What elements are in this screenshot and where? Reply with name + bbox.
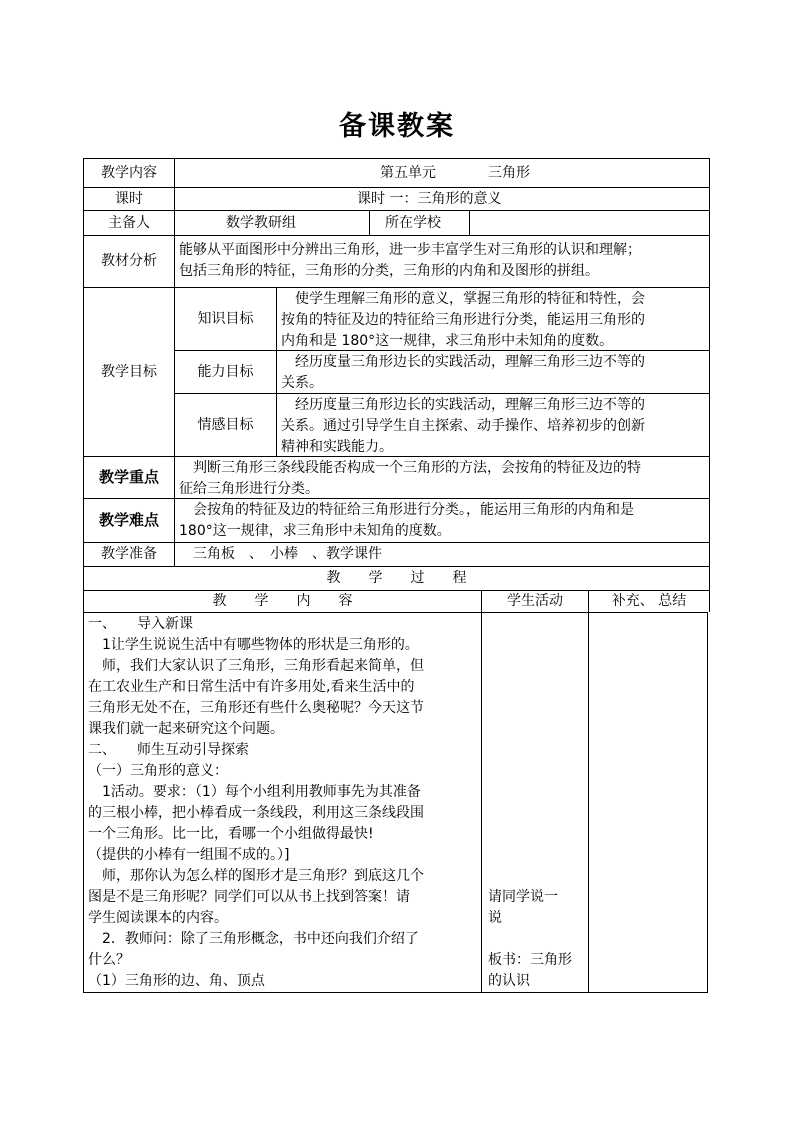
analysis-label: 教材分析 [101, 253, 157, 269]
difficult-point-text: 会按角的特征及边的特征给三角形进行分类。，能运用三角形的内角和是 180°这一规律，求三角形中未知角的度数。 [179, 502, 634, 539]
list-item: （一）三角形的意义： [88, 763, 228, 779]
process-heading: 教 学 过 程 [326, 570, 467, 586]
column-student-header: 学生活动 [507, 593, 563, 609]
list-item: 的认识 [488, 973, 530, 989]
teaching-content [88, 614, 480, 992]
preparer-value: 数学教研组 [226, 215, 296, 231]
list-item: 2．教师问：除了三角形概念，书中还向我们介绍了 [88, 931, 419, 947]
ability-goal-text: 经历度量三角形边长的实践活动，理解三角形三边不等的 关系。 [281, 354, 645, 391]
page-title: 备课教案 [339, 111, 455, 142]
student-activity [488, 887, 586, 992]
content-value: 三角形 [488, 165, 530, 181]
key-point-text: 判断三角形三条线段能否构成一个三角形的方法，会按角的特征及边的特 征给三角形进行分类。 [179, 460, 641, 497]
emotion-goal-text: 经历度量三角形边长的实践活动，理解三角形三边不等的 关系。通过引导学生自主探索、动手操作、培养初步的创新 精神和实践能力。 [281, 397, 645, 455]
period-value: 课时 一：三角形的意义 [357, 191, 502, 207]
list-item: 课我们就一起来研究这个问题。 [88, 721, 284, 737]
preparation-label: 教学准备 [101, 546, 157, 562]
list-item: 1活动。要求：（1）每个小组利用教师事先为其准备 [88, 784, 421, 800]
key-point-label: 教学重点 [98, 468, 159, 486]
emotion-goal-label: 情感目标 [197, 417, 254, 433]
difficult-point-label: 教学难点 [98, 511, 159, 529]
list-item: （提供的小棒有一组围不成的。）] [88, 847, 290, 863]
list-item: 师，我们大家认识了三角形，三角形看起来简单，但 [88, 658, 424, 674]
list-item: 师，那你认为怎么样的图形才是三角形？到底这几个 [88, 868, 424, 884]
knowledge-goal-label: 知识目标 [197, 311, 254, 327]
content-label: 教学内容 [101, 165, 157, 181]
column-content-header: 教 学 内 容 [212, 593, 353, 609]
list-item: 什么？ [88, 952, 130, 968]
list-item: 的三根小棒，把小棒看成一条线段，利用这三条线段围 [88, 805, 424, 821]
list-item: 三角形无处不在，三角形还有些什么奥秘呢？今天这节 [88, 700, 424, 716]
list-item: 请同学说一 [488, 889, 558, 905]
list-item: 学生阅读课本的内容。 [88, 910, 228, 926]
list-item: 图是不是三角形呢？同学们可以从书上找到答案！请 [88, 889, 410, 905]
list-item: 板书：三角形 [488, 952, 572, 968]
period-label: 课时 [115, 191, 143, 207]
content-unit: 第五单元 [380, 165, 436, 181]
list-item: 二、 师生互动引导探索 [88, 742, 249, 758]
list-item: （1）三角形的边、角、顶点 [88, 973, 265, 989]
analysis-text: 能够从平面图形中分辨出三角形，进一步丰富学生对三角形的认识和理解； 包括三角形的特征，三角形的分类，三角形的内角和及图形的拼组。 [179, 242, 641, 279]
list-item: 一个三角形。比一比，看哪一个小组做得最快! [88, 826, 374, 842]
list-item: 在工农业生产和日常生活中有许多用处,看来生活中的 [88, 679, 415, 695]
list-item [488, 929, 586, 950]
column-notes-header: 补充、 总结 [611, 593, 687, 609]
knowledge-goal-text: 使学生理解三角形的意义，掌握三角形的特征和特性，会 按角的特征及边的特征给三角形进行分类，能运用三角形的 内角和是 180°这一规律，求三角形中未知角的度数。 [281, 291, 645, 349]
list-item: 1让学生说说生活中有哪些物体的形状是三角形的。 [88, 637, 419, 653]
list-item: 一、 导入新课 [88, 616, 193, 632]
goals-label: 教学目标 [101, 364, 157, 380]
preparer-label: 主备人 [108, 215, 150, 231]
list-item: 说 [488, 910, 502, 926]
ability-goal-label: 能力目标 [197, 364, 254, 380]
preparation-value: 三角板 、 小棒 、教学课件 [179, 546, 382, 562]
school-label: 所在学校 [385, 215, 441, 231]
